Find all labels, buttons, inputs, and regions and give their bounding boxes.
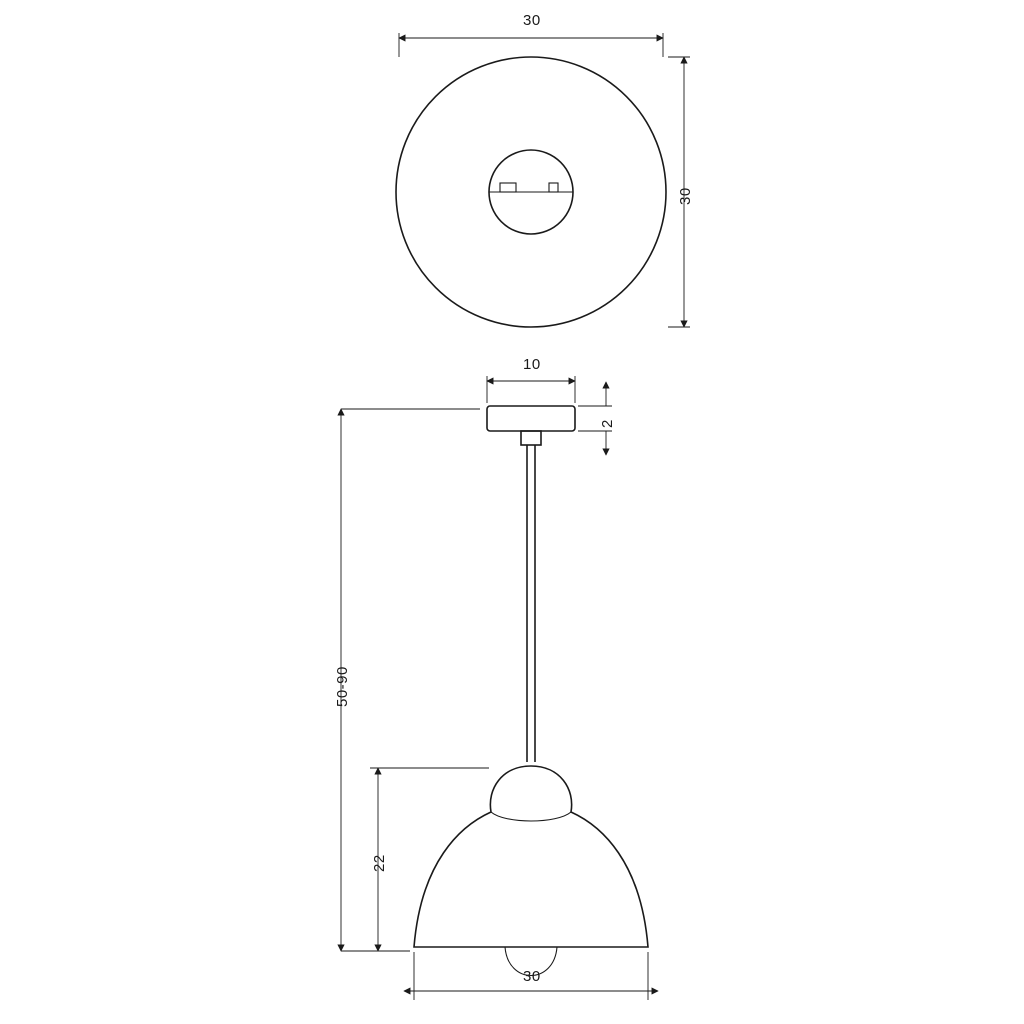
top-view-geometry [396, 57, 666, 327]
dimension-total-drop [341, 409, 480, 951]
dimension-label-canopy-width: 10 [523, 356, 541, 373]
dimension-label-canopy-height: 2 [599, 419, 616, 428]
dimension-label-total-drop: 50-90 [334, 666, 351, 707]
dimension-label-top-height: 30 [677, 187, 694, 205]
dimension-top-width [399, 33, 663, 57]
dimension-label-shade-height: 22 [371, 854, 388, 872]
dimension-label-shade-width: 30 [523, 968, 541, 985]
dimension-label-top-width: 30 [523, 12, 541, 29]
dimension-canopy-width [487, 376, 575, 403]
front-view-geometry [414, 406, 648, 976]
